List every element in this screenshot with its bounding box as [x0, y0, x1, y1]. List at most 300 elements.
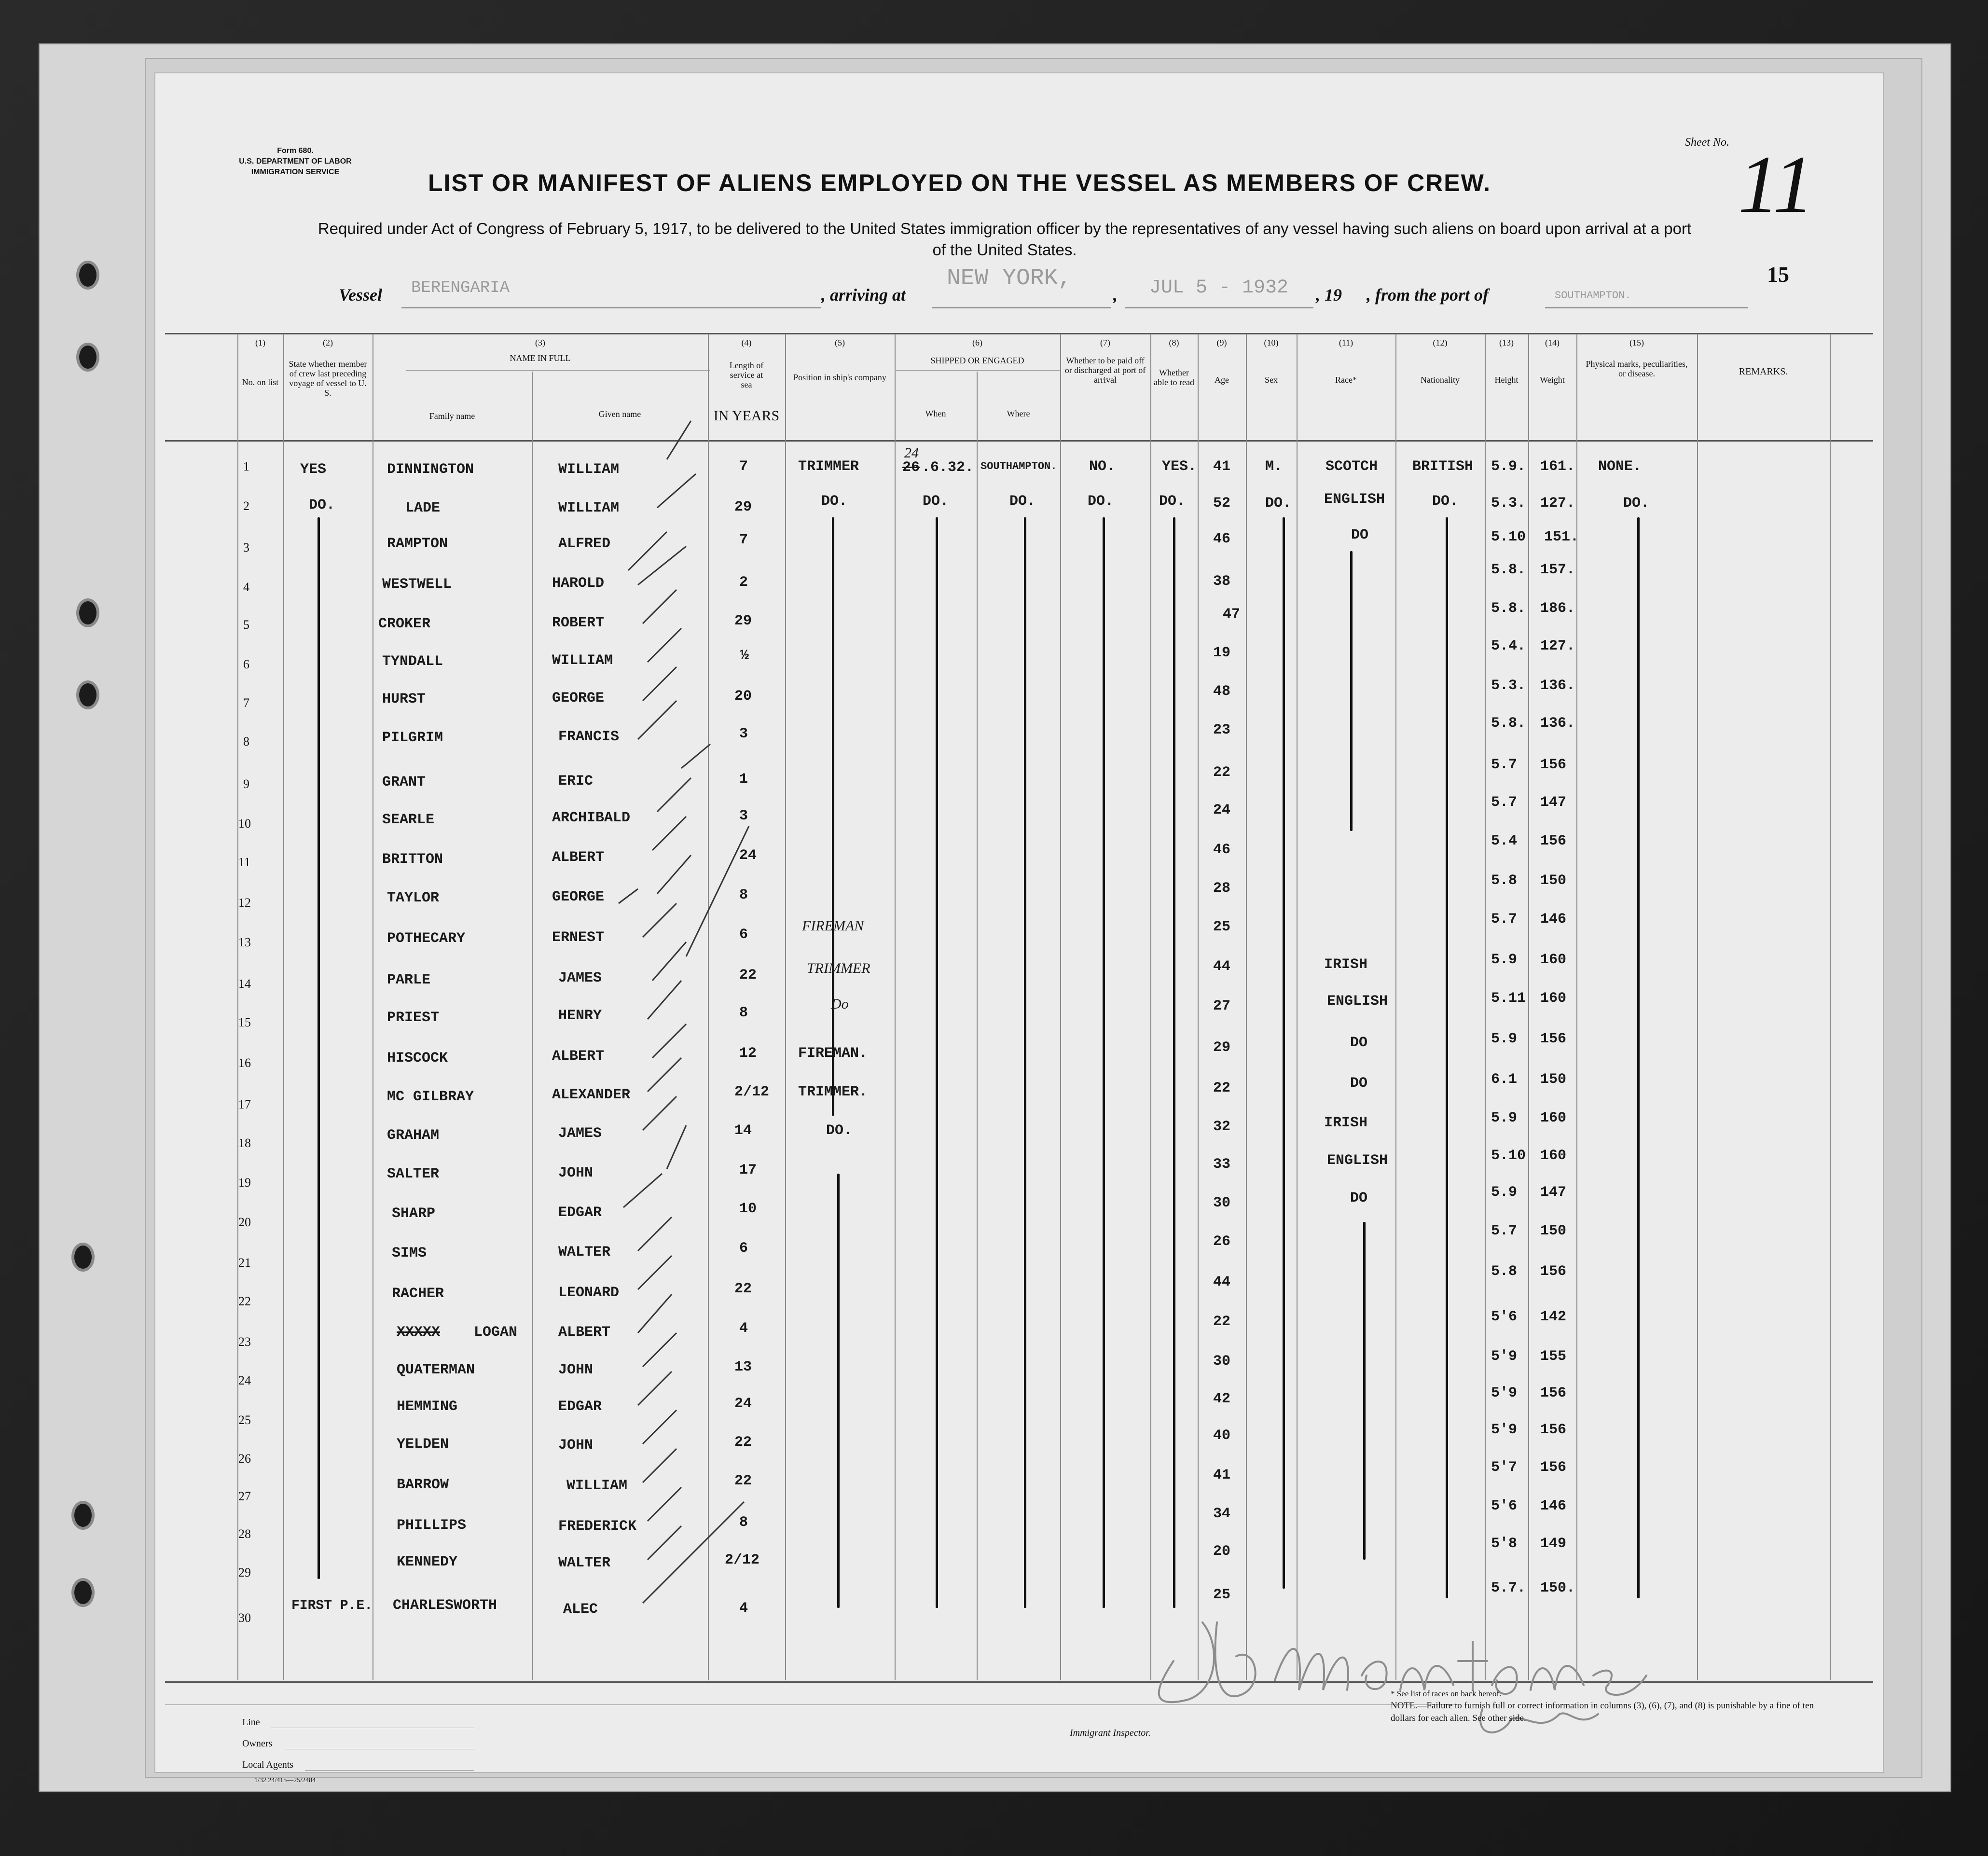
height: 5.8. — [1491, 600, 1526, 617]
height: 5.8. — [1491, 562, 1526, 578]
given-name: WALTER — [558, 1555, 611, 1571]
weight: 150 — [1540, 1071, 1567, 1088]
height: 5'9 — [1491, 1348, 1518, 1365]
weight: 156 — [1540, 1422, 1567, 1438]
age: 27 — [1213, 998, 1231, 1014]
col-header-given: Given name — [598, 409, 641, 419]
race: SCOTCH — [1325, 458, 1378, 475]
row-number: 18 — [238, 1136, 251, 1150]
col-header-no: No. on list — [242, 377, 279, 387]
given-name: ALBERT — [552, 849, 605, 866]
given-name: JOHN — [558, 1165, 594, 1181]
service-years: 13 — [734, 1359, 752, 1375]
height: 5.9 — [1491, 1110, 1518, 1126]
col-header-prev-voyage: State whether member of crew last preceding voyage of vessel to U. S. — [289, 359, 367, 398]
weight: 156 — [1540, 757, 1567, 773]
age: 44 — [1213, 958, 1231, 975]
col-number: (1) — [255, 338, 265, 347]
col-header-name: NAME IN FULL — [510, 353, 571, 363]
weight: 160 — [1540, 990, 1567, 1007]
family-name: BARROW — [397, 1477, 449, 1493]
service-years: 6 — [739, 1240, 748, 1257]
row-number: 16 — [238, 1056, 251, 1070]
shipped-where: SOUTHAMPTON. — [980, 460, 1057, 472]
family-name: SALTER — [387, 1166, 440, 1182]
weight: 147 — [1540, 794, 1567, 811]
height: 5.7 — [1491, 1223, 1518, 1239]
service-years: 3 — [739, 726, 748, 742]
family-name: LADE — [405, 500, 441, 516]
paid-off: NO. — [1089, 458, 1116, 475]
col-number: (14) — [1545, 338, 1560, 347]
family-name: YELDEN — [397, 1436, 449, 1453]
height: 5.9 — [1491, 1184, 1518, 1201]
age: 22 — [1213, 764, 1231, 781]
given-name: GEORGE — [552, 889, 605, 905]
col-header-shipped: SHIPPED OR ENGAGED — [930, 356, 1024, 365]
col-header-paid-off: Whether to be paid off or discharged at port of arrival — [1064, 356, 1146, 385]
col-number: (3) — [535, 338, 545, 347]
row-number: 13 — [238, 935, 251, 949]
given-name: JOHN — [558, 1437, 594, 1454]
family-name: LOGAN — [474, 1324, 518, 1341]
given-name: ERNEST — [552, 929, 605, 946]
col-header-physical-marks: Physical marks, peculiarities, or disease. — [1586, 359, 1688, 378]
position: TRIMMER — [798, 458, 859, 475]
given-name: WALTER — [558, 1244, 611, 1260]
family-name: HEMMING — [397, 1399, 458, 1415]
family-name: TYNDALL — [382, 653, 443, 670]
col-number: (12) — [1433, 338, 1448, 347]
service-years: 2/12 — [734, 1084, 770, 1100]
height: 5.10 — [1491, 1148, 1526, 1164]
height: 5.3. — [1491, 495, 1526, 512]
height: 5.4. — [1491, 638, 1526, 654]
age: 30 — [1213, 1353, 1231, 1370]
shipped-where: DO. — [1009, 493, 1036, 510]
height: 5.9. — [1491, 458, 1526, 475]
vessel-name: BERENGARIA — [411, 279, 510, 297]
age: 48 — [1213, 683, 1231, 700]
col-number: (10) — [1264, 338, 1279, 347]
weight: 186. — [1540, 600, 1575, 617]
arrival-date: JUL 5 - 1932 — [1149, 277, 1289, 299]
col-number: (2) — [323, 338, 333, 347]
age: 52 — [1213, 495, 1231, 512]
col-header-family: Family name — [429, 411, 475, 421]
col-number: (9) — [1216, 338, 1227, 347]
height: 5.4 — [1491, 833, 1518, 849]
given-name: ERIC — [558, 773, 594, 789]
height: 5'9 — [1491, 1422, 1518, 1438]
age: 20 — [1213, 1543, 1231, 1560]
service-years: 2 — [739, 574, 748, 591]
col-header-position: Position in ship's company — [793, 373, 886, 382]
weight: 150 — [1540, 873, 1567, 889]
race: DO — [1350, 1075, 1368, 1092]
penalty-note: NOTE.—Failure to furnish full or correct information in columns (3), (6), (7), and (8) is punishable by a fine of ten dollars for each alien. See other side. — [1391, 1701, 1814, 1723]
family-name: POTHECARY — [387, 930, 466, 947]
age: 25 — [1213, 1587, 1231, 1603]
given-name: JOHN — [558, 1362, 594, 1378]
weight: 156 — [1540, 1263, 1567, 1280]
physical-marks: DO. — [1623, 495, 1650, 512]
given-name: ALBERT — [558, 1324, 611, 1341]
col-header-age: Age — [1215, 375, 1229, 385]
age: 29 — [1213, 1039, 1231, 1056]
given-name: LEONARD — [558, 1285, 620, 1301]
given-name: EDGAR — [558, 1205, 602, 1221]
family-name: DINNINGTON — [387, 461, 474, 478]
col-number: (6) — [972, 338, 982, 347]
family-name: BRITTON — [382, 851, 443, 868]
given-name: ALEC — [563, 1601, 598, 1618]
age: 46 — [1213, 842, 1231, 858]
row-number: 24 — [238, 1373, 251, 1387]
position: DO. — [826, 1122, 853, 1139]
sex: M. — [1265, 458, 1283, 475]
family-name: SIMS — [392, 1245, 427, 1261]
height: 5.11 — [1491, 990, 1526, 1007]
row-number: 2 — [243, 499, 249, 513]
manifest-title: LIST OR MANIFEST OF ALIENS EMPLOYED ON THE VESSEL AS MEMBERS OF CREW. — [428, 169, 1491, 196]
height: 5.9 — [1491, 1031, 1518, 1047]
race: ENGLISH — [1327, 993, 1388, 1010]
binder-hole — [76, 598, 99, 627]
given-name: WILLIAM — [566, 1478, 628, 1494]
family-name: TAYLOR — [387, 890, 440, 906]
service-years: 29 — [734, 499, 752, 515]
weight: 160 — [1540, 1110, 1567, 1126]
from-label: , from the port of — [1367, 285, 1489, 305]
family-name: CHARLESWORTH — [393, 1597, 497, 1614]
binder-hole — [71, 1501, 95, 1530]
service-years: 8 — [739, 1005, 748, 1021]
weight: 150 — [1540, 1223, 1567, 1239]
service-years: 8 — [739, 887, 748, 903]
service-years: 7 — [739, 532, 748, 548]
weight: 150. — [1540, 1580, 1575, 1596]
weight: 142 — [1540, 1309, 1567, 1325]
col-number: (15) — [1629, 338, 1644, 347]
year-label: , 19 — [1316, 285, 1342, 305]
inspector-label: Immigrant Inspector. — [1070, 1728, 1151, 1738]
service-years: 29 — [734, 613, 752, 629]
physical-marks: NONE. — [1598, 458, 1642, 475]
service-years: 17 — [739, 1162, 757, 1178]
row-number: 22 — [238, 1294, 251, 1308]
weight: 147 — [1540, 1184, 1567, 1201]
position: TRIMMER. — [798, 1084, 868, 1100]
sex: DO. — [1265, 495, 1292, 512]
weight: 136. — [1540, 678, 1575, 694]
given-name: ALEXANDER — [552, 1087, 631, 1103]
height: 5.8 — [1491, 873, 1518, 889]
row-number: 8 — [243, 734, 249, 748]
height: 5.9 — [1491, 952, 1518, 968]
service-years: 4 — [739, 1600, 748, 1617]
from-port: SOUTHAMPTON. — [1555, 290, 1631, 302]
height: 5.8 — [1491, 1263, 1518, 1280]
row-number: 28 — [238, 1527, 251, 1541]
weight: 156 — [1540, 1459, 1567, 1476]
col-number: (5) — [835, 338, 845, 347]
weight: 136. — [1540, 715, 1575, 732]
race: ENGLISH — [1327, 1152, 1388, 1169]
weight: 160 — [1540, 1148, 1567, 1164]
agents-underline — [305, 1770, 474, 1771]
shipped-when: DO. — [923, 493, 949, 510]
family-name: PHILLIPS — [397, 1517, 467, 1534]
given-name: EDGAR — [558, 1399, 602, 1415]
weight: 149 — [1540, 1536, 1567, 1552]
binder-hole — [76, 680, 99, 709]
col-header-remarks: REMARKS. — [1739, 366, 1788, 377]
when-correction: 24 — [904, 445, 919, 461]
col-header-when: When — [925, 409, 946, 418]
age: 47 — [1223, 606, 1241, 623]
family-name-struck: XXXXX — [397, 1324, 441, 1341]
col-header-race: Race* — [1335, 375, 1357, 385]
given-name: HENRY — [558, 1008, 602, 1024]
given-name: GEORGE — [552, 690, 605, 706]
height: 5.7 — [1491, 911, 1518, 928]
service-years: 10 — [739, 1201, 757, 1217]
row-number: 6 — [243, 657, 249, 671]
height: 5.7. — [1491, 1580, 1526, 1596]
age: 41 — [1213, 458, 1231, 475]
service-years: 22 — [739, 967, 757, 983]
height: 5.7 — [1491, 757, 1518, 773]
race: ENGLISH — [1324, 491, 1385, 508]
height: 5.3. — [1491, 678, 1526, 694]
given-name: WILLIAM — [552, 652, 613, 669]
service-years: 24 — [734, 1396, 752, 1412]
family-name: HURST — [382, 691, 426, 707]
when-struck: 26 — [902, 459, 920, 476]
family-name: HISCOCK — [387, 1050, 448, 1067]
col-number: (8) — [1169, 338, 1179, 347]
age: 19 — [1213, 645, 1231, 661]
service-years: 22 — [734, 1281, 752, 1297]
age: 25 — [1213, 919, 1231, 935]
row-number: 23 — [238, 1335, 251, 1349]
row-number: 17 — [238, 1097, 251, 1111]
service-years: 22 — [734, 1473, 752, 1489]
position-handwritten: TRIMMER — [807, 960, 870, 976]
age: 33 — [1213, 1156, 1231, 1173]
prev-voyage: YES — [300, 461, 327, 478]
given-name: ARCHIBALD — [552, 810, 631, 826]
service-years: 2/12 — [725, 1552, 760, 1568]
service-years: 3 — [739, 808, 748, 824]
height: 5'7 — [1491, 1459, 1518, 1476]
manifest-page — [154, 72, 1884, 1784]
binder-hole — [71, 1578, 95, 1607]
given-name: ROBERT — [552, 615, 605, 631]
row-number: 11 — [238, 855, 251, 869]
weight: 156 — [1540, 833, 1567, 849]
age: 44 — [1213, 1274, 1231, 1290]
age: 34 — [1213, 1506, 1231, 1522]
col-number: (7) — [1100, 338, 1110, 347]
weight: 157. — [1540, 562, 1575, 578]
col-number: (13) — [1499, 338, 1514, 347]
family-name: PRIEST — [387, 1010, 440, 1026]
service-years: 20 — [734, 688, 752, 705]
prev-voyage: FIRST P.E. — [291, 1598, 373, 1613]
weight: 151. — [1544, 529, 1579, 545]
nationality: DO. — [1432, 493, 1459, 510]
given-name: JAMES — [558, 970, 602, 986]
weight: 156 — [1540, 1031, 1567, 1047]
height: 5.7 — [1491, 794, 1518, 811]
position: FIREMAN. — [798, 1045, 868, 1062]
service-years: 6 — [739, 927, 748, 943]
arriving-port: NEW YORK, — [947, 265, 1072, 291]
service: IMMIGRATION SERVICE — [251, 168, 340, 176]
form-number: Form 680. — [277, 147, 314, 155]
prev-voyage: DO. — [309, 497, 335, 513]
age: 23 — [1213, 722, 1231, 738]
department: U.S. DEPARTMENT OF LABOR — [239, 157, 352, 166]
given-name: FRANCIS — [558, 729, 620, 745]
service-years: 1 — [739, 771, 748, 788]
age: 42 — [1213, 1391, 1231, 1407]
weight: 146 — [1540, 1498, 1567, 1514]
row-number: 1 — [243, 459, 249, 473]
page-number: 15 — [1767, 262, 1789, 287]
weight: 155 — [1540, 1348, 1567, 1365]
age: 24 — [1213, 802, 1231, 818]
given-name: JAMES — [558, 1125, 602, 1142]
given-name: ALBERT — [552, 1048, 605, 1065]
row-number: 25 — [238, 1413, 251, 1427]
shipped-when: .6.32. — [922, 459, 974, 476]
col-header-where: Where — [1007, 409, 1030, 418]
row-number: 12 — [238, 896, 251, 910]
col-number: (4) — [741, 338, 752, 347]
age: 26 — [1213, 1233, 1231, 1250]
height: 5'6 — [1491, 1498, 1518, 1514]
family-name: GRAHAM — [387, 1127, 440, 1144]
given-name: WILLIAM — [558, 500, 620, 516]
vessel-label: Vessel — [339, 285, 382, 305]
family-name: PILGRIM — [382, 730, 443, 746]
service-years: 4 — [739, 1320, 748, 1337]
nationality: BRITISH — [1412, 458, 1474, 475]
col-number: (11) — [1339, 338, 1353, 347]
race: IRISH — [1324, 956, 1368, 973]
family-name: GRANT — [382, 774, 426, 790]
arriving-label: , arriving at — [821, 285, 906, 305]
col-header-height: Height — [1494, 375, 1519, 385]
family-name: RAMPTON — [387, 536, 448, 552]
able-to-read: DO. — [1159, 493, 1186, 510]
age: 32 — [1213, 1119, 1231, 1135]
binder-hole — [76, 343, 99, 372]
print-code: 1/32 24/415—25/2484 — [254, 1777, 316, 1784]
age: 38 — [1213, 573, 1231, 590]
row-number: 20 — [238, 1215, 251, 1229]
row-number: 10 — [238, 817, 251, 831]
service-years: 12 — [739, 1045, 757, 1062]
age: 46 — [1213, 531, 1231, 547]
date-comma: , — [1113, 285, 1118, 305]
races-note: * See list of races on back hereof. — [1391, 1689, 1502, 1698]
col-header-sex: Sex — [1265, 375, 1278, 385]
col-header-service: Length of service at sea — [729, 360, 764, 389]
height: 6.1 — [1491, 1071, 1518, 1088]
local-agents-label: Local Agents — [242, 1759, 294, 1770]
row-number: 30 — [238, 1611, 251, 1625]
age: 30 — [1213, 1195, 1231, 1211]
race: IRISH — [1324, 1115, 1368, 1131]
footer-rule — [165, 1704, 1458, 1705]
height: 5'8 — [1491, 1536, 1518, 1552]
given-name: FREDERICK — [558, 1518, 637, 1535]
row-number: 21 — [238, 1256, 251, 1270]
sheet-label: Sheet No. — [1685, 136, 1729, 149]
row-number: 7 — [243, 696, 249, 710]
race: DO — [1350, 1190, 1368, 1206]
weight: 156 — [1540, 1385, 1567, 1401]
row-number: 29 — [238, 1565, 251, 1579]
weight: 127. — [1540, 495, 1575, 512]
family-name: KENNEDY — [397, 1554, 458, 1570]
family-name: SHARP — [392, 1205, 436, 1222]
row-number: 5 — [243, 618, 249, 632]
row-number: 3 — [243, 540, 249, 554]
position-handwritten: FIREMAN — [802, 918, 864, 934]
row-number: 9 — [243, 777, 249, 791]
col-header-nationality: Nationality — [1421, 375, 1460, 385]
weight: 127. — [1540, 638, 1575, 654]
service-years: ½ — [740, 648, 749, 664]
weight: 161. — [1540, 458, 1575, 475]
col-header-read: Whether able to read — [1154, 368, 1194, 387]
family-name: QUATERMAN — [397, 1362, 475, 1378]
row-number: 27 — [238, 1489, 251, 1503]
row-number: 19 — [238, 1176, 251, 1190]
able-to-read: YES. — [1162, 458, 1197, 475]
age: 28 — [1213, 880, 1231, 897]
family-name: MC GILBRAY — [387, 1089, 474, 1105]
position-handwritten: Do — [831, 996, 849, 1012]
row-number: 15 — [238, 1015, 251, 1029]
age: 22 — [1213, 1314, 1231, 1330]
col-header-years: IN YEARS — [713, 408, 780, 424]
binder-hole — [76, 261, 99, 290]
service-years: 24 — [739, 847, 757, 864]
col-header-weight: Weight — [1540, 375, 1565, 385]
race: DO — [1350, 1035, 1368, 1051]
family-name: CROKER — [378, 616, 431, 632]
race: DO — [1351, 527, 1369, 543]
weight: 160 — [1540, 952, 1567, 968]
service-years: 8 — [739, 1514, 748, 1531]
given-name: ALFRED — [558, 536, 611, 552]
height: 5.10 — [1491, 529, 1526, 545]
height: 5'6 — [1491, 1309, 1518, 1325]
height: 5.8. — [1491, 715, 1526, 732]
sheet-number: 11 — [1738, 139, 1814, 230]
age: 40 — [1213, 1427, 1231, 1444]
binder-hole — [71, 1243, 95, 1272]
row-number: 4 — [243, 580, 249, 594]
family-name: PARLE — [387, 972, 431, 988]
family-name: SEARLE — [382, 812, 435, 828]
